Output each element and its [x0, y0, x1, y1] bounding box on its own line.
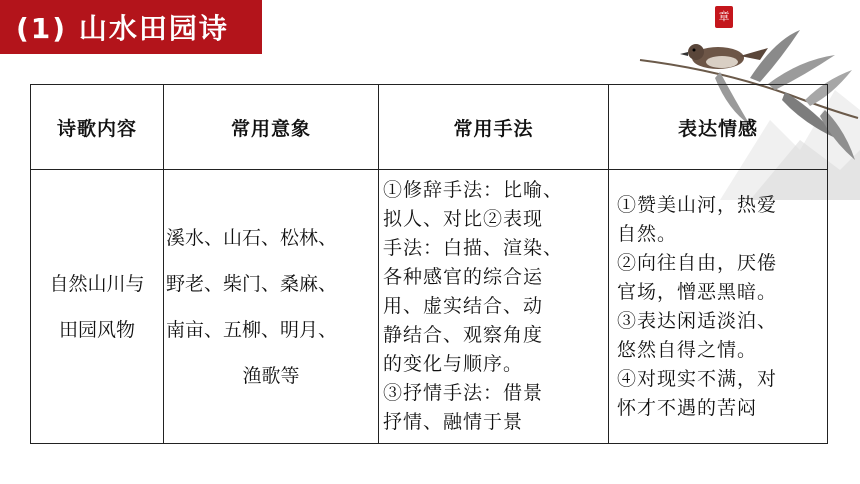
- header-emotions: 表达情感: [609, 85, 828, 170]
- cell-emotions: [609, 170, 828, 444]
- technique-line: 的变化与顺序。: [383, 353, 524, 375]
- technique-line: 用、虚实结合、动: [383, 295, 544, 317]
- emotion-line: 自然。: [617, 222, 678, 245]
- emotion-line: 怀才不遇的苦闷: [617, 396, 758, 419]
- header-techniques: 常用手法: [379, 85, 609, 170]
- header-content: 诗歌内容: [31, 85, 164, 170]
- content-line: 自然山川与: [49, 272, 145, 295]
- emotion-line: ④对现实不满，对: [617, 367, 778, 390]
- cell-imagery: [164, 170, 379, 444]
- technique-line: 抒情、融情于景: [383, 411, 524, 433]
- imagery-line: 溪水、山石、松林、: [166, 226, 338, 249]
- poetry-table: [30, 84, 828, 444]
- emotion-line: ①赞美山河，热爱: [617, 193, 778, 216]
- cell-techniques: [379, 170, 609, 444]
- imagery-line: 渔歌等: [242, 364, 300, 387]
- technique-line: 手法：白描、渲染、: [383, 237, 564, 259]
- table-header-row: [31, 85, 828, 170]
- header-imagery: 常用意象: [164, 85, 379, 170]
- section-title: (1) 山水田园诗: [0, 0, 262, 54]
- technique-line: ③抒情手法：借景: [383, 382, 544, 404]
- imagery-line: 南亩、五柳、明月、: [166, 318, 338, 341]
- content-line: 田园风物: [58, 318, 135, 341]
- emotion-line: 官场，憎恶黑暗。: [617, 280, 778, 303]
- emotion-line: ②向往自由，厌倦: [617, 251, 778, 274]
- seal-stamp-icon: 章: [715, 6, 733, 28]
- emotion-line: 悠然自得之情。: [617, 338, 758, 361]
- technique-line: ①修辞手法：比喻、: [383, 179, 564, 201]
- emotion-line: ③表达闲适淡泊、: [617, 309, 778, 332]
- technique-line: 静结合、观察角度: [383, 324, 544, 346]
- technique-line: 各种感官的综合运: [383, 266, 544, 288]
- table-row: [31, 170, 828, 444]
- technique-line: 拟人、对比②表现: [383, 208, 544, 230]
- imagery-line: 野老、柴门、桑麻、: [166, 272, 338, 295]
- cell-content: [31, 170, 164, 444]
